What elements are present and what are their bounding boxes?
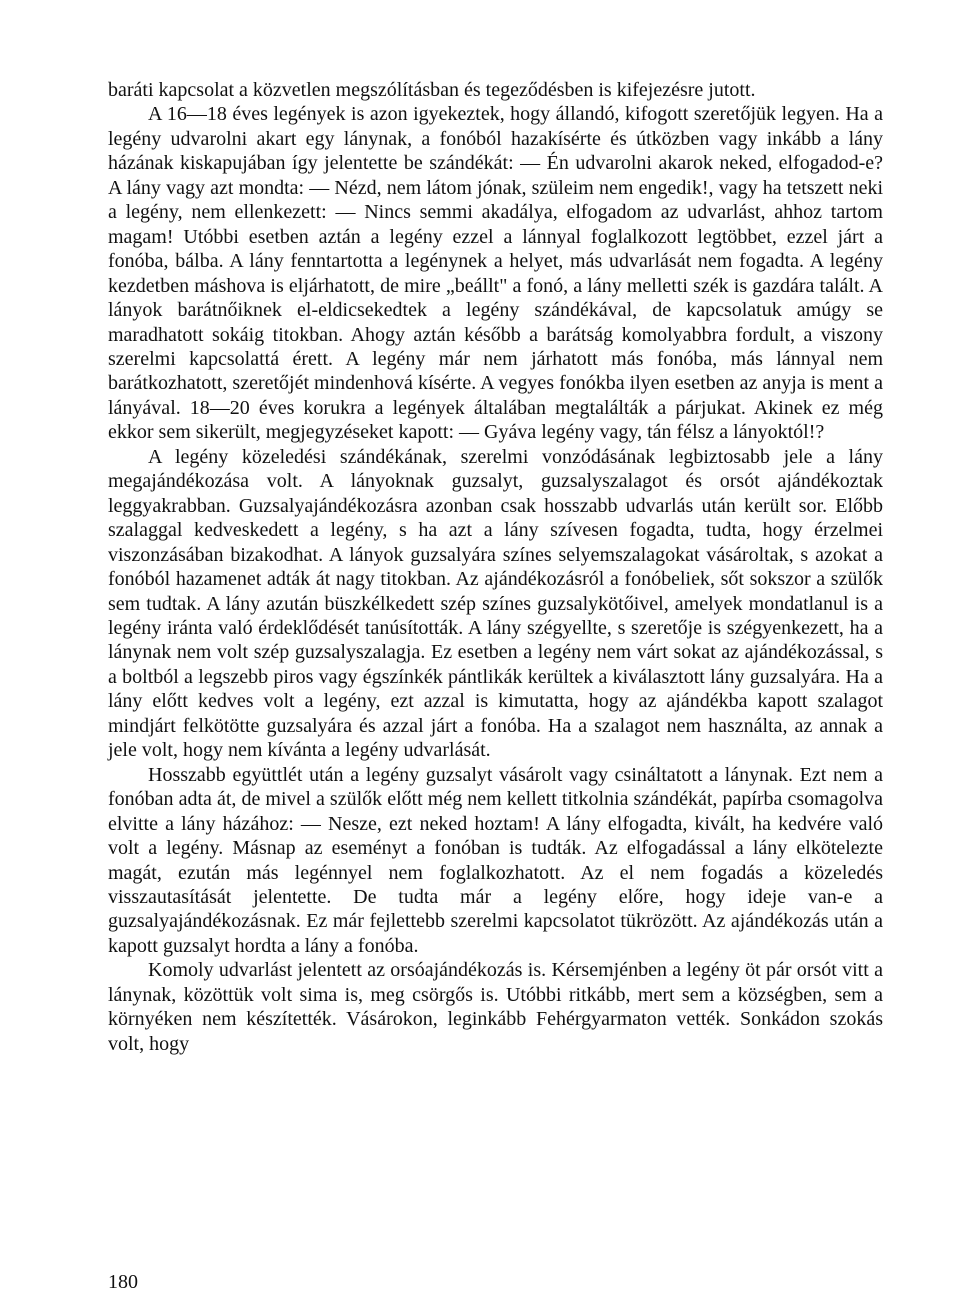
page-body bbox=[108, 78, 883, 1056]
paragraph-5: Komoly udvarlást jelentett az orsóajándékozás is. Kérsemjénben a legény öt pár orsót vitt a lánynak, közöttük volt sima is, meg csörgős is. Utóbbi ritkább, mert sem a községben, sem a környéken nem készítették. Vásárokon, leginkább Fehérgyarmaton vették. Sonkádon szokás volt, hogy bbox=[108, 959, 883, 1055]
paragraph-3: A legény közeledési szándékának, szerelmi vonzódásának legbiztosabb jele a lány megajándékozása volt. A lányoknak guzsalyt, guzsalyszalagot és orsót ajándékoztak leggyakrabban. Guzsalyajándékozásra azonban csak hosszabb udvarlás után került sor. Előbb szalaggal kedveskedett a legény, s ha azt a lány szívesen fogadta, tudta, hogy érzelmei viszonzásában bizakodhat. A lányok guzsalyára színes selyemszalagokat vásároltak, s azokat a fonóból hazamenet adták át nagy titokban. Az ajándékozásról a fonóbeliek, sőt sokszor a szülők sem tudtak. A lány azután büszkélkedett szép színes guzsalykötőivel, amelyek mondatlanul is a legény iránta való érdeklődését tanúsították. A lány szégyellte, s szeretője is szégyenkezett, ha a lánynak nem volt szép guzsalyszalagja. Ez esetben a legény nem várt sokat az ajándékozással, s a boltból a legszebb piros vagy égszínkék pántlikák kerültek a kiválasztott lány guzsalyára. Ha a lány előtt kedves volt a legény, ezt azzal is kimutatta, hogy az ajándékba kapott szalagot mindjárt felkötötte guzsalyára és azzal járt a fonóba. Ha a szalagot nem használta, az annak a jele volt, hogy nem kívánta a legény udvarlását. bbox=[108, 445, 883, 762]
paragraph-2: A 16—18 éves legények is azon igyekeztek, hogy állandó, kifogott szeretőjük legyen. Ha a legény udvarolni akart egy lánynak, a fonóból hazakísérte és útközben vagy inkább a lány házának kiskapujában így jelentette be szándékát: — Én udvarolni akarok neked, elfogadod-e? A lány vagy azt mondta: — Nézd, nem látom jónak, szüleim nem engedik!, vagy ha tetszett neki a legény, nem ellenkezett: — Nincs semmi akadálya, elfogadom az udvarlást, ahhoz tartom magam! Utóbbi esetben aztán a legény ezzel a lánnyal foglalkozott legtöbbet, ezzel járt a fonóba, bálba. A lány fenntartotta a legénynek a helyet, más udvarlását nem fogadta. A legény kezdetben máshova is eljárhatott, de mire „beállt" a fonó, a lány melletti szék is gazdára talált. A lányok barátnőiknek el-eldicsekedtek a legény szándékával, de kapcsolatuk amúgy se maradhatott sokáig titokban. Ahogy aztán később a barátság komolyabbra fordult, a viszony szerelmi kapcsolattá érett. A legény már nem járhatott más fonóba, más lánnyal nem barátkozhatott, szeretőjét mindenhová kísérte. A vegyes fonókba ilyen esetben az anyja is ment a lányával. 18—20 éves korukra a legények általában megtalálták a párjukat. Akinek ez még ekkor sem sikerült, megjegyzéseket kapott: — Gyáva legény vagy, tán félsz a lányoktól!? bbox=[108, 103, 883, 444]
page-number: 180 bbox=[108, 1271, 138, 1293]
paragraph-4: Hosszabb együttlét után a legény guzsalyt vásárolt vagy csináltatott a lánynak. Ezt nem a fonóban adta át, de mivel a szülők előtt még nem kellett titkolnia szándékát, papírba csomagolva elvitte a lány házához: — Nesze, ezt neked hoztam! A lány elfogadta, kivált, ha kedvére való volt a legény. Másnap az eseményt a fonóban is tudták. Az elfogadással a lány elkötelezte magát, ezután más legénnyel nem foglalkozhatott. Az el nem fogadás a közeledés visszautasítását jelentette. De tudta már a legény előre, hogy ideje van-e a guzsalyajándékozásnak. Ez már fejlettebb szerelmi kapcsolatot tükrözött. Az ajándékozás után a kapott guzsalyt hordta a lány a fonóba. bbox=[108, 763, 883, 957]
paragraph-1: baráti kapcsolat a közvetlen megszólításban és tegeződésben is kifejezésre jutott. bbox=[108, 79, 756, 101]
